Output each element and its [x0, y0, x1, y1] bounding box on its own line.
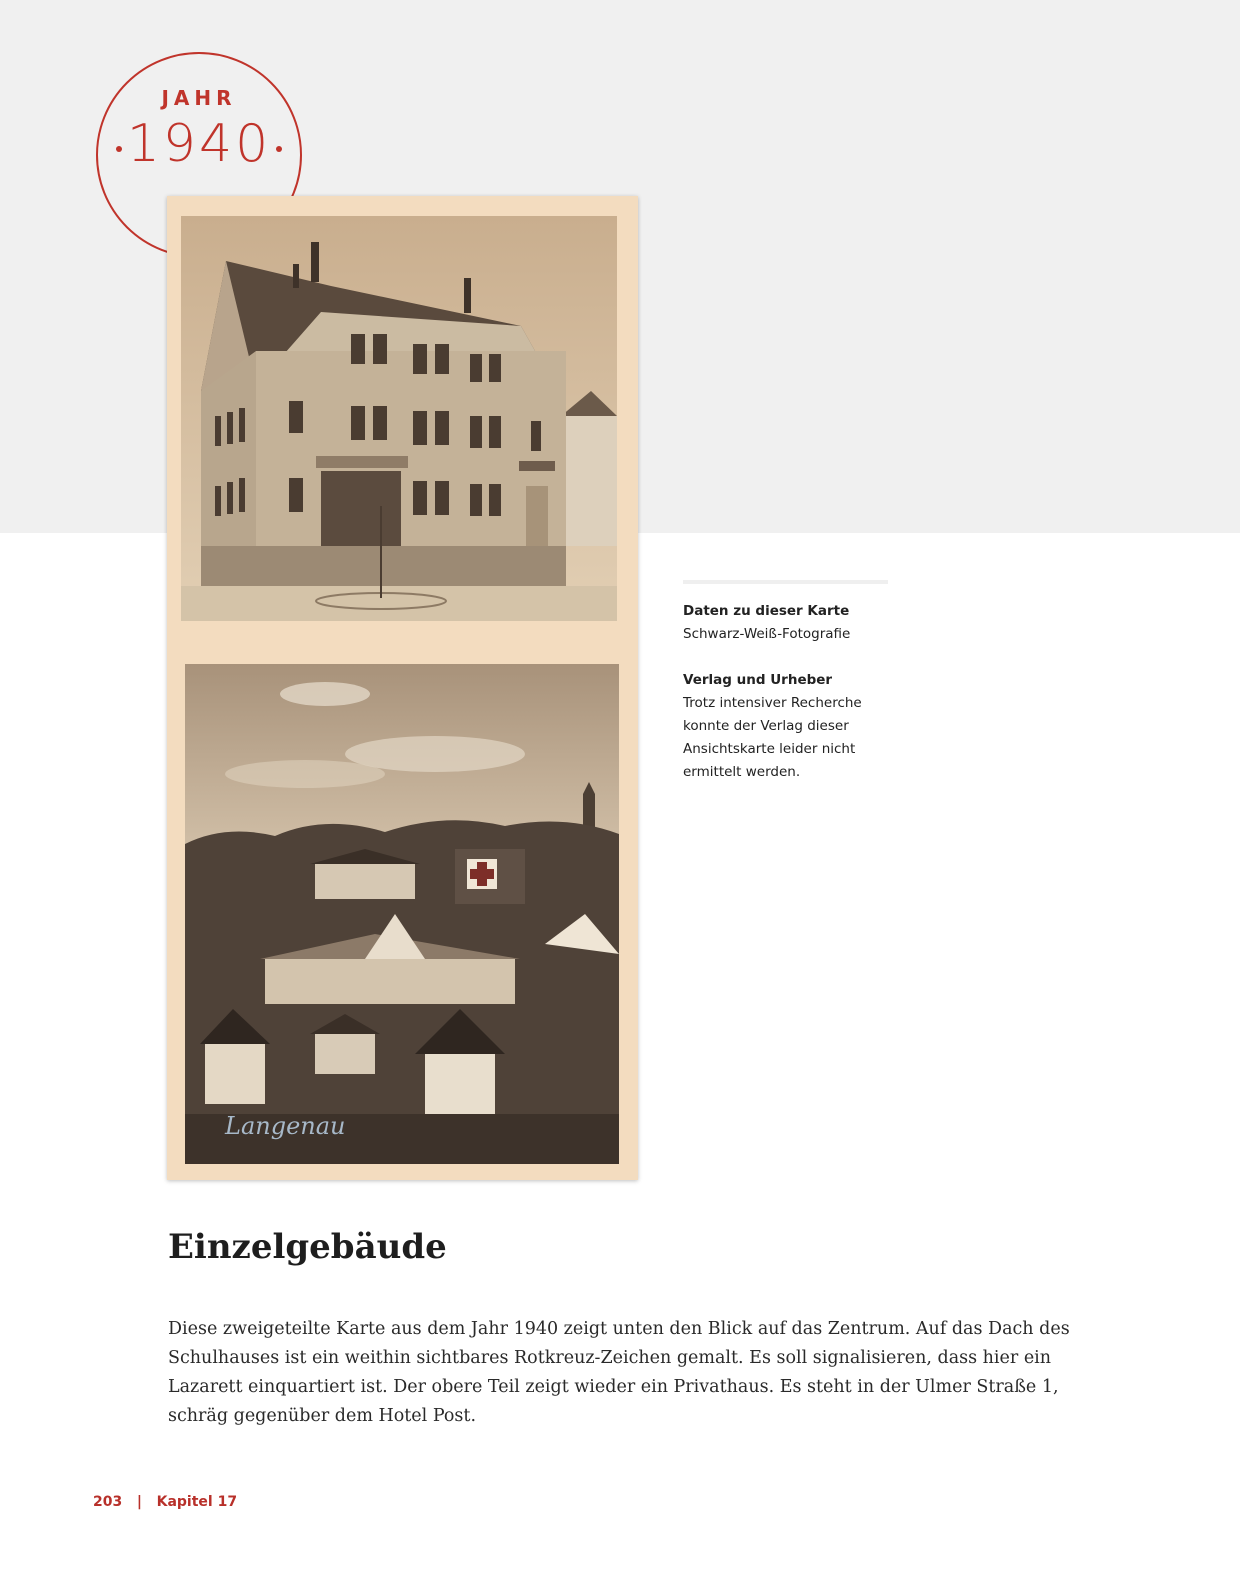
publisher-title: Verlag und Urheber [683, 672, 833, 688]
data-value: Schwarz-Weiß-Fotografie [683, 626, 851, 642]
dot-right-icon [276, 146, 282, 152]
card-info-box [683, 580, 888, 784]
info-spacer [683, 646, 888, 669]
postcard-signature: Langenau [225, 1112, 346, 1140]
year-stamp-number: 1940 [126, 114, 272, 174]
postcard [167, 196, 638, 1180]
town-panorama-photo [185, 664, 619, 1164]
year-stamp-label: JAHR [161, 86, 237, 110]
page-number: 203 [93, 1494, 123, 1510]
data-title: Daten zu dieser Karte [683, 603, 850, 619]
building-photo [181, 216, 617, 621]
body-paragraph: Diese zweigeteilte Karte aus dem Jahr 1940 zeigt unten den Blick auf das Zentrum. Auf das Dach des Schulhauses ist ein weithin sichtbares Rotkreuz-Zeichen gemalt. Es soll signalisieren, dass hier ein Lazarett einquartiert ist. Der obere Teil zeigt wieder ein Privathaus. Es steht in der Ulmer Straße 1, schräg gegenüber dem Hotel Post. [168, 1319, 1070, 1426]
page-footer [93, 1494, 237, 1510]
chapter-label: Kapitel 17 [156, 1494, 238, 1510]
publisher-value: Trotz intensiver Recherche konnte der Verlag dieser Ansichtskarte leider nicht ermittelt werden. [683, 695, 862, 780]
section-heading: Einzelgebäude [168, 1227, 447, 1267]
footer-separator: | [136, 1494, 142, 1510]
